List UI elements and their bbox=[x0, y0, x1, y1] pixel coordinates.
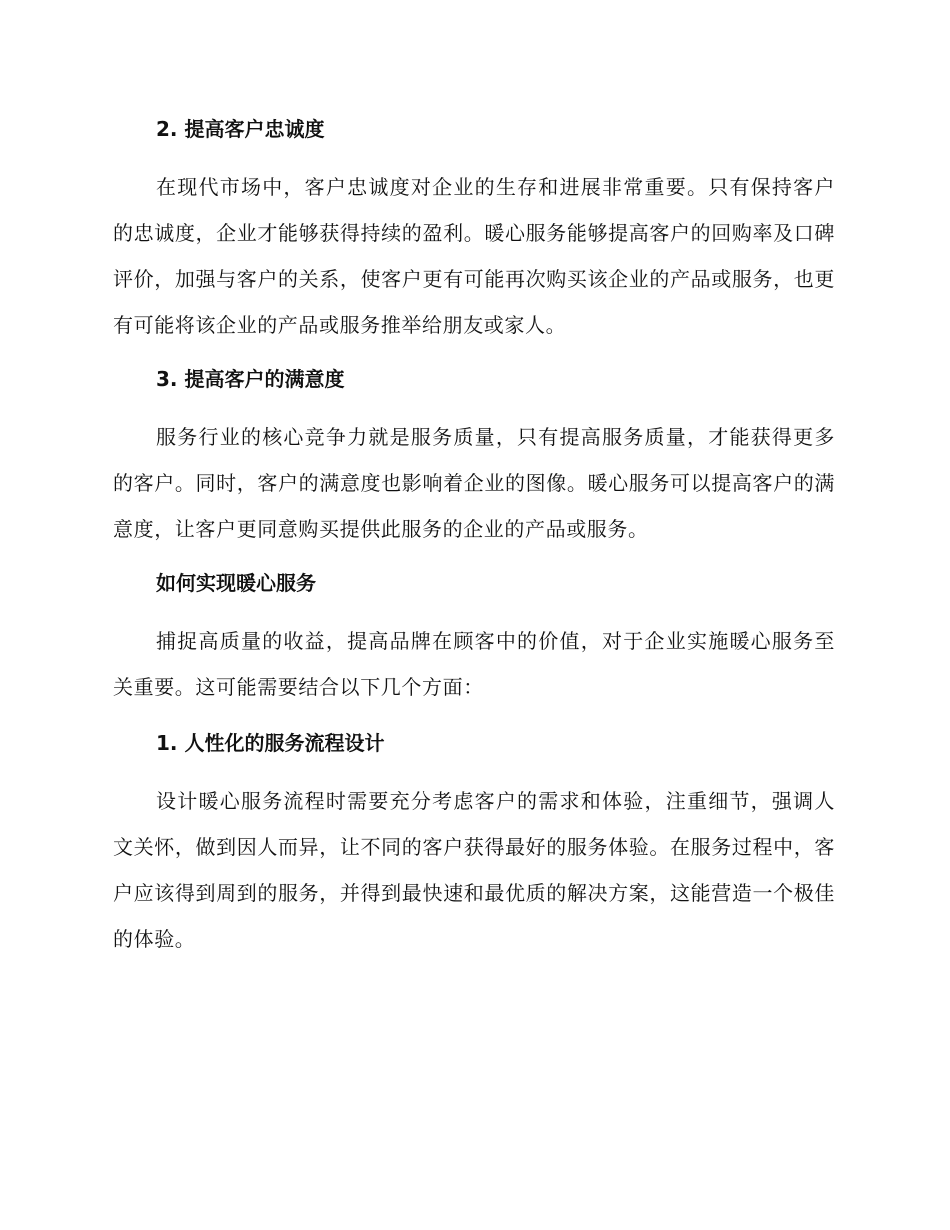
paragraph-text: 设计暖心服务流程时需要充分考虑客户的需求和体验，注重细节，强调人文关怀，做到因人而异，让不同的客户获得最好的服务体验。在服务过程中，客户应该得到周到的服务，并得到最快速和最优质的解决方案，这能营造一个极佳的体验。 bbox=[113, 789, 835, 951]
section-paragraph-loyalty bbox=[113, 164, 835, 348]
section-heading-process-design bbox=[113, 728, 835, 758]
paragraph-text: 服务行业的核心竞争力就是服务质量，只有提高服务质量，才能获得更多的客户。同时，客户的满意度也影响着企业的图像。暖心服务可以提高客户的满意度，让客户更同意购买提供此服务的企业的产品或服务。 bbox=[113, 425, 835, 541]
paragraph-text: 捕捉高质量的收益，提高品牌在顾客中的价值，对于企业实施暖心服务至关重要。这可能需要结合以下几个方面： bbox=[113, 629, 835, 699]
heading-text: 如何实现暖心服务 bbox=[156, 571, 316, 595]
section-paragraph-satisfaction bbox=[113, 414, 835, 552]
section-heading-how-to bbox=[113, 568, 835, 598]
heading-text: 1. 人性化的服务流程设计 bbox=[156, 731, 385, 755]
paragraph-text: 在现代市场中，客户忠诚度对企业的生存和进展非常重要。只有保持客户的忠诚度，企业才能够获得持续的盈利。暖心服务能够提高客户的回购率及口碑评价，加强与客户的关系，使客户更有可能再次购买该企业的产品或服务，也更有可能将该企业的产品或服务推举给朋友或家人。 bbox=[113, 175, 835, 337]
section-paragraph-process-design bbox=[113, 778, 835, 962]
section-heading-satisfaction bbox=[113, 364, 835, 394]
heading-text: 3. 提高客户的满意度 bbox=[156, 367, 345, 391]
heading-text: 2. 提高客户忠诚度 bbox=[156, 117, 325, 141]
section-heading-loyalty bbox=[113, 114, 835, 144]
section-paragraph-how-to bbox=[113, 618, 835, 710]
